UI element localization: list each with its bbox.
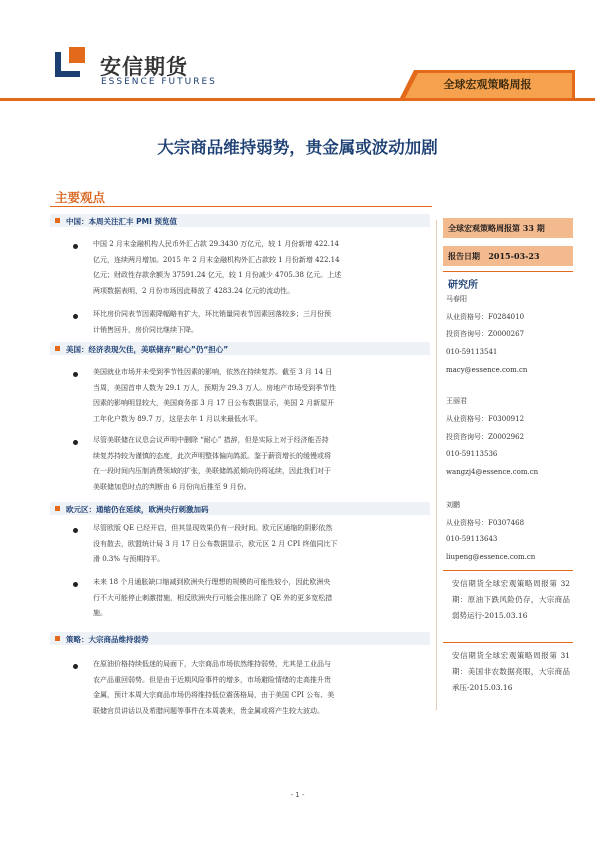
subsection-heading: 美国：经济表现欠佳，美联储弃“耐心”仍“担心” — [55, 344, 228, 355]
paragraph: 环比房价同表节因素降幅略有扩大，环比销量同表节因素回落较多；三月份预 计销售回升，房价同比继续下降。 — [93, 310, 331, 334]
analyst-cert: 从业资格号：F0307468 — [446, 519, 525, 527]
square-bullet-icon — [55, 346, 60, 351]
company-name-en: ESSENCE FUTURES — [101, 77, 217, 87]
analyst-name: 刘鹏 — [446, 501, 460, 509]
related-report-link[interactable]: 安信期货全球宏观策略周报第 31 期：美国非农数据亮眼，大宗商品承压-2015.03.16 — [452, 651, 570, 692]
analyst-consult: 投资咨询号：Z0000267 — [446, 330, 525, 338]
right-col-divider — [443, 642, 573, 643]
header-divider — [0, 98, 595, 101]
analyst-email[interactable]: wangzj4@essence.com.cn — [446, 468, 539, 476]
company-logo-icon — [52, 44, 88, 80]
issue-label: 全球宏观策略周报第 33 期 — [448, 223, 545, 233]
report-title: 大宗商品维持弱势，贵金属或波动加剧 — [157, 138, 438, 157]
column-divider — [436, 220, 437, 710]
page-number: - 1 - — [290, 791, 305, 799]
paragraph: 尽管欧版 QE 已经开启，但其显现效果仍有一段时间。欧元区通缩的阴影依然 没有散去，欧盟统计局 3 月 17 日公布数据显示，欧元区 2 月 CPI 终值同比下 滑 0.3% 与预期持平。 — [93, 524, 338, 563]
subsection-heading: 欧元区：通缩仍在延续，欧洲央行刺激加码 — [55, 504, 209, 515]
date-label: 报告日期 2015-03-23 — [448, 251, 540, 261]
subsection-heading: 策略：大宗商品维持弱势 — [55, 634, 149, 645]
square-bullet-icon — [55, 636, 60, 641]
analyst-cert: 从业资格号：F0300912 — [446, 415, 525, 423]
analyst-name: 马春阳 — [446, 295, 467, 303]
bullet-icon — [73, 440, 78, 445]
paragraph: 美国就业市场并未受到季节性因素的影响，依然在持续复苏。截至 3 月 14 日 当周，美国首申人数为 29.1 万人，预期为 29.3 万人。房地产市场受到季节性 因素的影响明显较大，美国商务部 3 月 17 日公布数据显示，美国 2 月新屋开 工年化户数为 89.7 万，这是去年 1 月以来最低水平。 — [93, 368, 337, 423]
analyst-name: 王丽君 — [446, 397, 467, 405]
section-divider — [50, 206, 432, 207]
paragraph: 中国 2 月末金融机构人民币外汇占款 29.3430 万亿元，较 1 月份新增 422.14 亿元，连续两月增加。2015 年 2 月末金融机构外汇占款较 1 月份新增 422.14 亿元；财政性存款余额为 37591.24 亿元，较 1 月份减少 4705.38 亿元。上述 两项数据表明，2 月份市场因此释放了 4283.24 亿元的流动性。 — [93, 240, 342, 295]
analyst-phone: 010-59113643 — [446, 535, 498, 543]
analyst-email[interactable]: liupeng@essence.com.cn — [446, 553, 536, 561]
section-title: 主要观点 — [55, 190, 106, 205]
paragraph: 尽管美联储在议息会议声明中删除 “耐心” 措辞，但是实际上对于经济能否持 续复苏持较为谨慎的态度，此次声明整体偏向鸽派。鉴于薪资增长的缓慢或将 在一段时间内压制消费领域的扩张，美联储鸽派倾向仍将延续，因此我们对于 美联储加息时点的判断由 6 月份向后推至 9 月份。 — [93, 436, 331, 491]
bullet-icon — [73, 664, 78, 669]
bullet-icon — [73, 528, 78, 533]
square-bullet-icon — [55, 218, 60, 223]
paragraph: 在原油价格持续低迷的局面下，大宗商品市场依然维持弱势，尤其是工业品与 农产品重回弱势。但是由于近期风险事件的增多，市场避险情绪的走高推升贵 金属，预计本周大宗商品市场仍将维持低位震荡格局，由于美国 CPI 公布、美 联储官员讲话以及希腊问题等事件在本周袭来，贵金属或将产生较大波动。 — [93, 660, 335, 715]
bullet-icon — [73, 372, 78, 377]
report-type-label: 全球宏观策略周报 — [443, 78, 532, 91]
bullet-icon — [73, 582, 78, 587]
bullet-icon — [73, 314, 78, 319]
research-heading: 研究所 — [448, 280, 478, 291]
right-col-divider — [443, 271, 573, 272]
related-report-link[interactable]: 安信期货全球宏观策略周报第 32 期：原油下跌风险仍存，大宗商品弱势运行-2015.03.16 — [452, 579, 570, 620]
subsection-heading: 中国：本周关注汇丰 PMI 预览值 — [55, 216, 177, 227]
analyst-consult: 投资咨询号：Z0002962 — [446, 433, 525, 441]
analyst-email[interactable]: macy@essence.com.cn — [446, 366, 528, 374]
company-name: 安信期货 — [100, 55, 188, 79]
right-col-divider — [443, 570, 573, 571]
analyst-phone: 010-59113541 — [446, 348, 498, 356]
analyst-phone: 010-59113536 — [446, 450, 498, 458]
bullet-icon — [73, 244, 78, 249]
analyst-cert: 从业资格号：F0284010 — [446, 313, 525, 321]
paragraph: 未来 18 个月通胀缺口缩减到欧洲央行理想的规模的可能性较小，因此欧洲央 行不大可能停止刺激措施，相反欧洲央行可能会推出除了 QE 外的更多宽松措 施。 — [93, 578, 333, 617]
square-bullet-icon — [55, 506, 60, 511]
